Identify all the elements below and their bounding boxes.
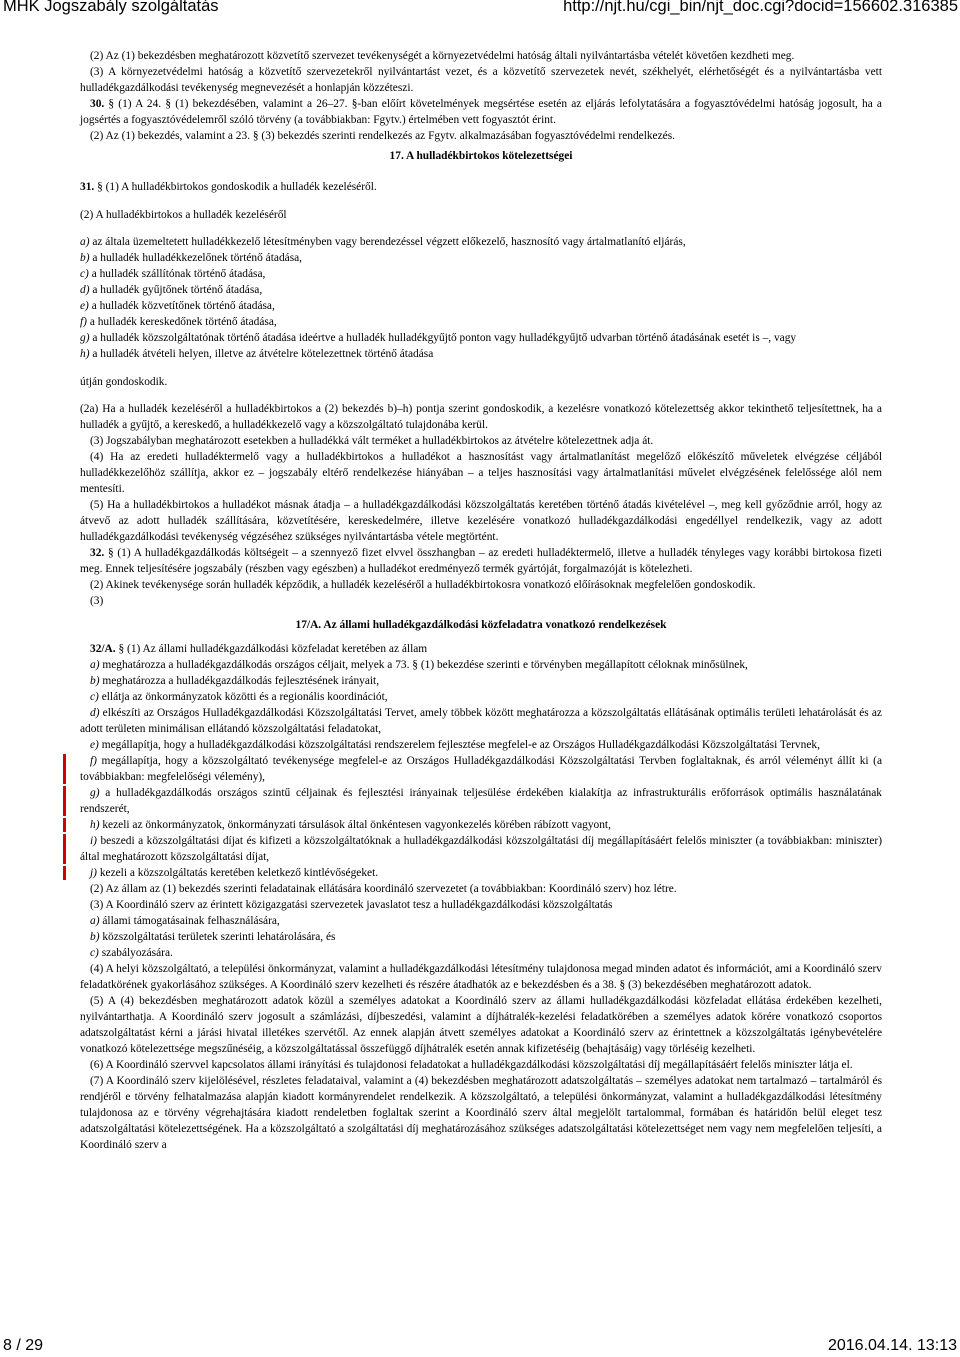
- list-item: f) a hulladék kereskedőnek történő átadása,: [80, 316, 277, 329]
- paragraph: (2) Az állam az (1) bekezdés szerinti feladatainak ellátására koordináló szervezetet (a továbbiakban: Koordináló szerv) hoz létre.: [90, 882, 677, 895]
- section-number: 32.: [90, 546, 105, 559]
- paragraph: (7) A Koordináló szerv kijelölésével, részletes feladataival, valamint a (4) bekezdésben meghatározott adatszolgáltatás – személyes adatokat nem tartalmazó – tartalmáról és rendjéről e törvény felhatalmazása alapján kiadott kormányrendelet rendelkezik. A közszolgáltató, a települési önkormányzat, valamint a hulladékgazdálkodási létesítmény tulajdonosa az e törvény végrehajtására kiadott rendeletben foglaltak szerint a Koordináló szerv által megjelölt tartalommal, formában és határidőn belül eleget tesz adatszolgáltatási kötelezettségének. Ha a közszolgáltató a szolgáltatási díj meghatározásához szükséges adatszolgáltatási kötelezettséget nem vagy nem megfelelően teljesíti, a Koordináló szerv a: [80, 1074, 882, 1151]
- section-text: § (1) A 24. § (1) bekezdésében, valamint a 26–27. §-ban előírt követelmények megsértése esetén az eljárás lefolytatására a fogyasztóvédelmi hatóság jogosult, ha a jogsértés a fogyasztóvédelemről szóló törvény (a továbbiakban: Fgytv.) értelmében vett fogyasztót érint.: [80, 98, 882, 126]
- paragraph: (3) Jogszabályban meghatározott esetekben a hulladékká vált terméket a hulladékbirtokos az átvételre kötelezettnek adja át.: [90, 434, 654, 447]
- paragraph-section-30: [80, 96, 882, 128]
- list-item-amended: h) kezeli az önkormányzatok, önkormányzati társulások által önkéntesen vagyonkezelés körében rábízott vagyont,: [80, 817, 882, 833]
- header-url[interactable]: http://njt.hu/cgi_bin/njt_doc.cgi?docid=156602.316385: [563, 0, 958, 15]
- section-text: § (1) Az állami hulladékgazdálkodási közfeladat keretében az állam: [115, 642, 428, 655]
- paragraph-section-32: [80, 545, 882, 577]
- section-text: § (1) A hulladékgazdálkodás költségeit – a szennyező fizet elvvel összhangban – az eredeti hulladéktermelő, illetve a hulladék tényleges vagy korábbi birtokosa fizeti meg. Ennek teljesítésére jogszabály (részben vagy egészben) a hulladékot eredményező termék gyártóját, forgalmazóját is kötelezheti.: [80, 546, 882, 575]
- paragraph: (3) A Koordináló szerv az érintett közigazgatási szervezetek javaslatot tesz a hulladékgazdálkodási közszolgáltatás: [90, 898, 613, 911]
- chapter-heading-17: 17. A hulladékbirtokos kötelezettségei: [389, 150, 573, 162]
- list-item: b) meghatározza a hulladékgazdálkodás fejlesztésének irányait,: [90, 674, 380, 687]
- section-number: 31.: [80, 181, 95, 194]
- section-number: 30.: [90, 98, 105, 110]
- list-item: b) a hulladék hulladékkezelőnek történő átadása,: [80, 252, 303, 265]
- paragraph: (2) Az (1) bekezdésben meghatározott közvetítő szervezet tevékenységét a környezetvédelmi hatóság általi nyilvántartásba vételét követően kezdheti meg.: [90, 50, 795, 62]
- paragraph-section-31: [80, 179, 882, 195]
- paragraph: (5) Ha a hulladékbirtokos a hulladékot másnak átadja – a hulladékgazdálkodási közszolgáltatás keretében történő átadás kivételével –, meg kell győződnie arról, hogy az átvevő az adott hulladék szállítására, közvetítésére, kereskedelmére, illetve kezelésére vonatkozó hulladékgazdálkodási engedéllyel rendelkezik, vagy az adott hulladékgazdálkodási tevékenység végzéséhez szükséges nyilvántartásba vétele megtörtént.: [80, 498, 882, 543]
- list-item-amended: g) a hulladékgazdálkodás országos szintű céljainak és fejlesztési irányainak teljesülése érdekében kialakítja az infrastrukturális erőforrások optimális használatának rendszerét,: [80, 786, 882, 815]
- paragraph: (2) Az (1) bekezdés, valamint a 23. § (3) bekezdés szerinti rendelkezés az Fgytv. alkalmazásában fogyasztóvédelmi rendelkezés.: [90, 130, 675, 142]
- paragraph: (3): [90, 594, 104, 607]
- paragraph: (2) Akinek tevékenysége során hulladék képződik, a hulladék kezeléséről a hulladékbirtokosra vonatkozó előírásoknak megfelelően gondoskodik.: [90, 578, 756, 591]
- list-item: c) ellátja az önkormányzatok közötti és a regionális koordinációt,: [90, 690, 388, 703]
- chapter-heading-17a: 17/A. Az állami hulladékgazdálkodási közfeladatra vonatkozó rendelkezések: [295, 618, 667, 631]
- list-item: c) a hulladék szállítónak történő átadása,: [80, 268, 266, 281]
- paragraph: (4) A helyi közszolgáltató, a települési önkormányzat, valamint a hulladékgazdálkodási létesítmény tulajdonosa megad minden adatot és információt, ami a Koordináló szerv feladatkörének gyakorlásához szükséges. A Koordináló szerv kezelheti és részére átadhatók az e bekezdésben és a 38. § (3) bekezdésében meghatározott adatok.: [80, 962, 882, 991]
- paragraph: útján gondoskodik.: [80, 375, 168, 388]
- header-source-title: MHK Jogszabály szolgáltatás: [3, 0, 219, 15]
- section-number: 32/A.: [90, 642, 116, 655]
- paragraph: (4) Ha az eredeti hulladéktermelő vagy a hulladékbirtokos a hulladékot a hasznosítást vagy ártalmatlanítást megelőző előkészítő műveletek elvégzése céljából hulladékkezelőhöz szállítja, akkor ez – jogszabály eltérő rendelkezése hiányában – a teljes hasznosítási vagy ártalmatlanítási művelet elvégzésének felelőssége alól nem mentesíti.: [80, 450, 882, 495]
- footer-timestamp: 2016.04.14. 13:13: [827, 1337, 957, 1354]
- list-item: a) meghatározza a hulladékgazdálkodás országos céljait, melyek a 73. § (1) bekezdése szerinti e törvényben megállapított céloknak minősülnek,: [90, 658, 748, 671]
- paragraph: (6) A Koordináló szervvel kapcsolatos állami irányítási és tulajdonosi feladatokat a hulladékgazdálkodási közszolgáltatási díj megállapításáért felelős miniszter látja el.: [90, 1058, 853, 1071]
- paragraph: (2a) Ha a hulladék kezeléséről a hulladékbirtokos a (2) bekezdés b)–h) pontja szerint gondoskodik, a kezelésre vonatkozó kötelezettség akkor tekinthető teljesítettnek, ha a hulladék a gyűjtő, a kereskedő, a hulladékkezelő vagy a közszolgáltató tulajdonába kerül.: [80, 402, 882, 431]
- list-item: d) a hulladék gyűjtőnek történő átadása,: [80, 284, 263, 297]
- list-item: d) elkészíti az Országos Hulladékgazdálkodási Közszolgáltatási Tervet, amely többek között meghatározza a közszolgáltatás ellátásának optimális területi lehatárolását és az adott területen minimálisan ellátandó közszolgáltatási feladatokat,: [80, 706, 882, 735]
- list-item: a) az általa üzemeltetett hulladékkezelő létesítményben vagy berendezéssel végzett előkezelő, hasznosító vagy ártalmatlanító eljárás,: [80, 236, 686, 249]
- section-text: § (1) A hulladékbirtokos gondoskodik a hulladék kezeléséről.: [94, 181, 377, 194]
- paragraph-section-32a: [80, 641, 882, 657]
- list-item: e) megállapítja, hogy a hulladékgazdálkodási közszolgáltatási rendszerelem fejlesztése megfelel-e az Országos Hulladékgazdálkodási Közszolgáltatási Tervnek,: [90, 738, 820, 751]
- paragraph: (2) A hulladékbirtokos a hulladék kezeléséről: [80, 208, 287, 221]
- list-item: a) állami támogatásainak felhasználására,: [90, 914, 280, 927]
- list-item: e) a hulladék közvetítőnek történő átadása,: [80, 300, 275, 313]
- list-item-amended: i) beszedi a közszolgáltatási díjat és kifizeti a közszolgáltatóknak a hulladékgazdálkodási közszolgáltatási díj megállapításáért felelős miniszter (a továbbiakban: miniszter) által meghatározott közszolgáltatási díjat,: [80, 834, 882, 863]
- list-item-amended: j) kezeli a közszolgáltatás keretében keletkező kintlévőségeket.: [80, 865, 882, 881]
- list-item: g) a hulladék közszolgáltatónak történő átadása ideértve a hulladék hulladékgyűjtő ponton vagy hulladékgyűjtő udvarban történő átadásának esetét is –, vagy: [80, 332, 797, 345]
- footer-page-number: 8 / 29: [3, 1337, 44, 1354]
- paragraph: (5) A (4) bekezdésben meghatározott adatok közül a személyes adatokat a Koordináló szerv az állami hulladékgazdálkodási közfeladat ellátása érdekében kezelheti, nyilvántarthatja. A Koordináló szerv jogosult a számlázási, díjbeszedési, valamint a díjhátralék-kezelési feladatkörében a személyes adatok körére vonatkozó csoportos adatszolgáltatást kérni a járási hivatal illetékes szervétől. Az ennek alapján átvett személyes adatokat a Koordináló szerv az érintettnek a közszolgáltatás igénybevételére vonatkozó kötelezettsége megszűnéséig, a közszolgáltatással összefüggő díjhátralék esetén annak kifizetéséig (behajtásáig) vagy törléséig kezelheti.: [80, 994, 882, 1055]
- list-item: c) szabályozására.: [90, 946, 173, 959]
- document-body: [80, 48, 882, 1153]
- list-item-amended: f) megállapítja, hogy a közszolgáltató tevékenysége megfelel-e az Országos Hulladékgazdálkodási Közszolgáltatási Tervben foglaltaknak, és arról véleményt állít ki (a továbbiakban: megfelelőségi vélemény),: [80, 754, 882, 783]
- list-item: h) a hulladék átvételi helyen, illetve az átvételre kötelezettnek történő átadása: [80, 348, 434, 361]
- paragraph: (3) A környezetvédelmi hatóság a közvetítő szervezetekről nyilvántartást vezet, és a közvetítő szervezetek nevét, székhelyét, elérhetőségét és a nyilvántartásba vett hulladékgazdálkodási tevékenység megnevezését a honlapján közzéteszi.: [80, 66, 882, 94]
- list-item: b) közszolgáltatási területek szerinti lehatárolására, és: [90, 930, 336, 943]
